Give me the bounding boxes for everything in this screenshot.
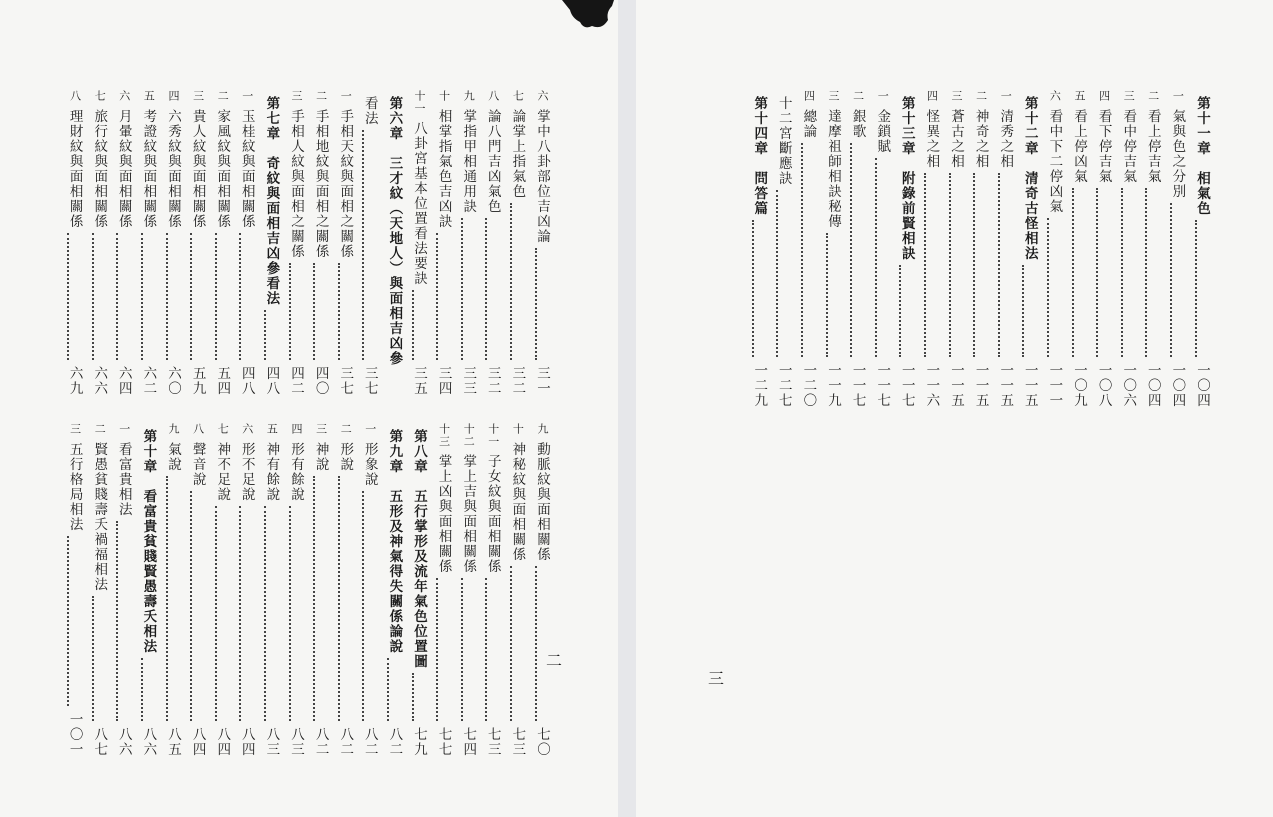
toc-entry (1134, 90, 1159, 408)
toc-page-number: 八六 (140, 727, 157, 757)
toc-leader-dots (485, 578, 487, 721)
toc-entry-title: 第十三章 附錄前賢相訣 (898, 96, 915, 261)
toc-page-number: 一一五 (947, 363, 964, 408)
toc-entry-title: 形象說 (361, 441, 378, 487)
toc-entry-number: 一 (117, 423, 131, 436)
toc-entry (1036, 90, 1061, 408)
toc-entry (81, 423, 106, 757)
toc-page-number: 六〇 (164, 366, 181, 396)
toc-entry-number: 五 (265, 423, 279, 436)
toc-entry-number: 三 (949, 90, 963, 103)
toc-entry-title: 第七章 奇紋與面相吉凶參看法 (263, 96, 280, 306)
toc-page-number: 七三 (484, 727, 501, 757)
toc-page-number: 五四 (214, 366, 231, 396)
toc-entry-number: 六 (535, 90, 549, 103)
toc-entry-title: 手相地紋與面相之關係 (312, 108, 329, 259)
toc-entry-number: 二 (974, 90, 988, 103)
toc-leader-dots (338, 263, 340, 361)
toc-entry-title: 掌上凶與面相關係 (435, 454, 452, 574)
toc-entry-number: 二 (851, 90, 865, 103)
toc-leader-dots (1195, 220, 1197, 357)
toc-leader-dots (264, 506, 266, 722)
toc-page-number: 八四 (189, 727, 206, 757)
toc-leader-dots (535, 248, 537, 361)
toc-entry-title: 神有餘說 (263, 441, 280, 502)
toc-entry-number: 四 (1097, 90, 1111, 103)
toc-chapter-heading (253, 90, 278, 396)
toc-page-number: 三七 (361, 366, 378, 396)
toc-leader-dots (776, 190, 778, 357)
toc-leader-dots (826, 233, 828, 358)
toc-entry-title: 論掌上指氣色 (509, 108, 526, 199)
toc-page-number: 三二 (484, 366, 501, 396)
toc-leader-dots (92, 233, 94, 361)
toc-entry-number: 一 (1171, 90, 1185, 103)
toc-page-number: 一一五 (1021, 363, 1038, 408)
toc-chapter-heading (400, 423, 425, 757)
toc-entry-title: 清秀之相 (997, 108, 1014, 169)
toc-leader-dots (412, 673, 414, 721)
toc-page-number: 七〇 (533, 727, 550, 757)
toc-page-number: 八三 (263, 727, 280, 757)
toc-entry (105, 90, 130, 396)
toc-entry (130, 90, 155, 396)
toc-entry-number: 四 (802, 90, 816, 103)
toc-entry (277, 90, 302, 396)
toc-entry-title: 神不足說 (214, 441, 231, 502)
toc-entry-title: 銀歌 (849, 108, 866, 139)
toc-leader-dots (1170, 203, 1172, 358)
toc-entry-title: 第十四章 問答篇 (751, 96, 768, 216)
toc-leader-dots (67, 233, 69, 361)
toc-page-number: 四二 (287, 366, 304, 396)
toc-entry (327, 90, 352, 396)
toc-entry (839, 90, 864, 408)
right-page (636, 0, 1273, 817)
toc-entry-title: 六秀紋與面相關係 (164, 108, 181, 229)
toc-leader-dots (899, 265, 901, 357)
toc-page-number: 一二〇 (800, 363, 817, 408)
toc-entry-number: 二 (1146, 90, 1160, 103)
toc-leader-dots (387, 658, 389, 721)
toc-entry-number: 一 (363, 423, 377, 436)
toc-leader-dots (116, 233, 118, 361)
toc-entry-number: 一 (339, 90, 353, 103)
toc-entry (523, 90, 548, 396)
toc-entry-title: 相掌指氣色吉凶訣 (435, 108, 452, 229)
toc-entry (105, 423, 130, 757)
toc-entry (204, 90, 229, 396)
toc-leader-dots (510, 203, 512, 361)
toc-entry-number: 八 (68, 90, 82, 103)
toc-page-number: 三二 (509, 366, 526, 396)
toc-leader-dots (412, 290, 414, 360)
toc-entry-number: 五 (142, 90, 156, 103)
toc-entry-title: 掌指甲相通用訣 (460, 108, 477, 214)
toc-leader-dots (436, 233, 438, 361)
toc-entry-title: 氣與色之分別 (1169, 108, 1186, 199)
toc-chapter-heading (888, 90, 913, 408)
toc-entry (913, 90, 938, 408)
toc-page-number: 一〇一 (66, 712, 83, 757)
toc-entry-title: 怪異之相 (923, 108, 940, 169)
toc-entry-number: 七 (511, 90, 525, 103)
toc-leader-dots (875, 158, 877, 358)
toc-page-number: 三四 (435, 366, 452, 396)
toc-entry (204, 423, 229, 757)
toc-entry (81, 90, 106, 396)
toc-leader-dots (924, 173, 926, 358)
toc-leader-dots (461, 218, 463, 361)
toc-entry-title: 蒼古之相 (947, 108, 964, 169)
toc-page-number: 一〇六 (1120, 363, 1137, 408)
toc-entry (450, 423, 475, 757)
toc-entry-number: 六 (1048, 90, 1062, 103)
toc-entry-title: 貴人紋與面相關係 (189, 108, 206, 229)
toc-page-number: 四八 (238, 366, 255, 396)
toc-page-number: 七四 (460, 727, 477, 757)
toc-entry-number: 二 (93, 423, 107, 436)
toc-chapter-heading (130, 423, 155, 757)
toc-entry (302, 423, 327, 757)
toc-entry-title: 第十二章 清奇古怪相法 (1021, 96, 1038, 261)
toc-entry-number: 七 (93, 90, 107, 103)
toc-entry-number: 四 (166, 90, 180, 103)
toc-entry-title: 子女紋與面相關係 (484, 454, 501, 574)
toc-leader-dots (67, 536, 69, 707)
toc-entry (523, 423, 548, 757)
toc-page-number: 一〇八 (1095, 363, 1112, 408)
toc-entry-title: 看上停凶氣 (1070, 108, 1087, 184)
toc-entry-title: 看中停吉氣 (1120, 108, 1137, 184)
toc-leader-dots (461, 578, 463, 721)
toc-entry-number: 十一 (486, 423, 500, 448)
toc-leader-dots (1072, 188, 1074, 358)
toc-entry-number: 八 (486, 90, 500, 103)
toc-page-number: 一〇四 (1193, 363, 1210, 408)
toc-entry-number: 一 (240, 90, 254, 103)
toc-entry-number: 九 (535, 423, 549, 436)
toc-chapter-heading (1183, 90, 1208, 408)
toc-entry-number: 三 (191, 90, 205, 103)
toc-entry (253, 423, 278, 757)
toc-leader-dots (141, 658, 143, 721)
toc-entry (179, 423, 204, 757)
toc-page-number: 七九 (410, 727, 427, 757)
toc-page-number: 八五 (164, 727, 181, 757)
toc-entry (351, 423, 376, 757)
toc-leader-dots (190, 491, 192, 722)
toc-entry-number: 六 (240, 423, 254, 436)
toc-leader-dots (436, 578, 438, 721)
page-folio-right: 三 (708, 669, 725, 688)
toc-leader-dots (264, 310, 266, 360)
toc-page-number: 八七 (91, 727, 108, 757)
toc-entry-title: 理財紋與面相關係 (66, 108, 83, 229)
toc-page-number: 六二 (140, 366, 157, 396)
toc-entry-title: 月暈紋與面相關係 (115, 108, 132, 229)
toc-entry-title: 金鎖賦 (874, 108, 891, 154)
toc-entry-title: 看法 (361, 96, 378, 126)
toc-entry-title: 神奇之相 (972, 108, 989, 169)
toc-entry-number: 一 (999, 90, 1013, 103)
toc-leader-dots (362, 491, 364, 722)
toc-page-number: 一一九 (824, 363, 841, 408)
toc-entry (302, 90, 327, 396)
toc-page-number: 三五 (410, 366, 427, 396)
toc-entry-number: 十二 (462, 423, 476, 448)
toc-entry-title: 總論 (800, 108, 817, 139)
toc-leader-dots (1121, 188, 1123, 358)
toc-leader-dots (313, 263, 315, 361)
toc-entry-number: 四 (925, 90, 939, 103)
toc-entry-number: 十 (437, 90, 451, 103)
toc-page-number: 三三 (460, 366, 477, 396)
toc-entry-title: 動脈紋與面相關係 (533, 441, 550, 562)
toc-chapter-heading (376, 423, 401, 757)
toc-entry-number: 二 (339, 423, 353, 436)
toc-entry-title: 形有餘說 (287, 441, 304, 502)
toc-leader-dots (289, 263, 291, 361)
toc-entry (790, 90, 815, 408)
toc-entry (765, 90, 790, 408)
toc-page-number: 七三 (509, 727, 526, 757)
toc-entry (425, 423, 450, 757)
page-folio-left: 二 (546, 651, 563, 670)
toc-entry-title: 考證紋與面相關係 (140, 108, 157, 229)
toc-page-number: 四〇 (312, 366, 329, 396)
toc-entry-number: 三 (68, 423, 82, 436)
toc-entry (154, 423, 179, 757)
toc-leader-dots (1096, 188, 1098, 358)
toc-entry-title: 旅行紋與面相關係 (91, 108, 108, 229)
toc-entry (400, 90, 425, 396)
toc-entry (474, 423, 499, 757)
toc-entry-title: 聲音說 (189, 441, 206, 487)
toc-entry-title: 掌上吉與面相關係 (460, 454, 477, 574)
toc-entry-number: 六 (117, 90, 131, 103)
toc-entry (327, 423, 352, 757)
toc-entry (228, 423, 253, 757)
toc-chapter-heading (376, 90, 401, 396)
toc-entry-number: 四 (289, 423, 303, 436)
toc-entry (814, 90, 839, 408)
toc-page-number: 八二 (386, 727, 403, 757)
toc-page-number: 八二 (361, 727, 378, 757)
toc-entry (937, 90, 962, 408)
toc-page-number: 七七 (435, 727, 452, 757)
toc-entry (499, 90, 524, 396)
toc-entry (1159, 90, 1184, 408)
toc-leader-dots (116, 521, 118, 722)
toc-entry-title: 手相人紋與面相之關係 (287, 108, 304, 259)
toc-page-number: 一一七 (849, 363, 866, 408)
toc-page-number: 一一一 (1046, 363, 1063, 408)
toc-page-number: 五九 (189, 366, 206, 396)
toc-entry (864, 90, 889, 408)
toc-entry-title: 神說 (312, 441, 329, 472)
toc-entry-number: 三 (826, 90, 840, 103)
toc-entry-title: 看富貴相法 (115, 441, 132, 517)
toc-entry-title: 十二宮斷應訣 (775, 96, 792, 186)
toc-page-number: 八二 (312, 727, 329, 757)
toc-entry (425, 90, 450, 396)
toc-entry-title: 看下停吉氣 (1095, 108, 1112, 184)
toc-entry (499, 423, 524, 757)
toc-entry-number: 十一 (412, 90, 426, 115)
toc-page-number: 八四 (214, 727, 231, 757)
toc-entry-title: 論八門吉凶氣色 (484, 108, 501, 214)
toc-entry (987, 90, 1012, 408)
toc-page-number: 六九 (66, 366, 83, 396)
toc-leader-dots (92, 596, 94, 722)
torn-corner-mark (562, 0, 614, 32)
toc-entry (1060, 90, 1085, 408)
toc-page-number: 六六 (91, 366, 108, 396)
toc-entry (1110, 90, 1135, 408)
toc-page-number: 一一五 (997, 363, 1014, 408)
toc-page-number: 一一五 (972, 363, 989, 408)
toc-leader-dots (1145, 188, 1147, 358)
toc-leader-dots (215, 506, 217, 722)
toc-entry (351, 90, 376, 396)
toc-leader-dots (239, 233, 241, 361)
toc-entry (1085, 90, 1110, 408)
toc-entry (179, 90, 204, 396)
toc-leader-dots (1047, 218, 1049, 358)
toc-entry (154, 90, 179, 396)
toc-entry-title: 氣說 (164, 441, 181, 472)
toc-leader-dots (485, 218, 487, 361)
toc-leader-dots (801, 143, 803, 358)
toc-leader-dots (166, 476, 168, 722)
toc-leader-dots (239, 506, 241, 722)
toc-entry-title: 看上停吉氣 (1144, 108, 1161, 184)
toc-page-number: 一〇九 (1070, 363, 1087, 408)
toc-page-number: 八六 (115, 727, 132, 757)
toc-leader-dots (973, 173, 975, 358)
toc-leader-dots (752, 220, 754, 357)
toc-page-number: 三一 (533, 366, 550, 396)
toc-leader-dots (313, 476, 315, 722)
toc-leader-dots (190, 233, 192, 361)
toc-entry-title: 玉桂紋與面相關係 (238, 108, 255, 229)
toc-page-number: 一一六 (923, 363, 940, 408)
toc-page-number: 一二七 (775, 363, 792, 408)
toc-leader-dots (998, 173, 1000, 358)
toc-entry-number: 七 (216, 423, 230, 436)
toc-leader-dots (166, 233, 168, 361)
toc-entry-number: 一 (876, 90, 890, 103)
toc-leader-dots (289, 506, 291, 722)
toc-page-number: 八四 (238, 727, 255, 757)
toc-page-number: 八二 (337, 727, 354, 757)
toc-entry-title: 家風紋與面相關係 (214, 108, 231, 229)
toc-entry (450, 90, 475, 396)
toc-entry-title: 形不足說 (238, 441, 255, 502)
left-page (0, 0, 618, 817)
toc-chapter-heading (741, 90, 766, 408)
toc-entry-number: 五 (1072, 90, 1086, 103)
toc-page-number: 八三 (287, 727, 304, 757)
toc-entry-number: 十 (511, 423, 525, 436)
toc-entry-number: 九 (462, 90, 476, 103)
toc-entry (228, 90, 253, 396)
toc-page-number: 一〇四 (1144, 363, 1161, 408)
toc-entry-number: 三 (314, 423, 328, 436)
toc-entry-title: 第十一章 相氣色 (1193, 96, 1210, 216)
toc-leader-dots (141, 233, 143, 361)
toc-entry-number: 三 (289, 90, 303, 103)
toc-entry (56, 423, 81, 757)
toc-entry-title: 看中下二停凶氣 (1046, 108, 1063, 214)
toc-entry-title: 手相天紋與面相之關係 (337, 108, 354, 259)
toc-entry (962, 90, 987, 408)
toc-entry-title: 第六章 三才紋（天地人）與面相吉凶參 (386, 96, 403, 366)
toc-page-number: 六四 (115, 366, 132, 396)
toc-entry-title: 第十章 看富貴貧賤賢愚壽夭相法 (140, 429, 157, 654)
toc-page-number: 一一七 (898, 363, 915, 408)
toc-entry-title: 神秘紋與面相關係 (509, 441, 526, 562)
toc-entry (474, 90, 499, 396)
toc-leader-dots (535, 566, 537, 722)
toc-leader-dots (850, 143, 852, 358)
toc-entry-number: 三 (1122, 90, 1136, 103)
toc-entry (56, 90, 81, 396)
toc-leader-dots (1022, 265, 1024, 357)
toc-entry-title: 第八章 五行掌形及流年氣色位置圖 (410, 429, 427, 669)
toc-entry-number: 二 (314, 90, 328, 103)
toc-entry-number: 九 (166, 423, 180, 436)
toc-leader-dots (362, 130, 364, 360)
book-gutter (618, 0, 636, 817)
toc-entry-title: 掌中八卦部位吉凶論 (533, 108, 550, 244)
toc-leader-dots (949, 173, 951, 358)
toc-entry-title: 第九章 五形及神氣得失關係論說 (386, 429, 403, 654)
toc-page-number: 四八 (263, 366, 280, 396)
toc-leader-dots (215, 233, 217, 361)
toc-chapter-heading (1011, 90, 1036, 408)
toc-entry (277, 423, 302, 757)
toc-leader-dots (510, 566, 512, 722)
toc-page-number: 一〇四 (1169, 363, 1186, 408)
toc-leader-dots (338, 476, 340, 722)
toc-entry-number: 八 (191, 423, 205, 436)
toc-entry-title: 八卦宮基本位置看法要訣 (410, 121, 427, 286)
toc-page-number: 三七 (337, 366, 354, 396)
toc-entry-number: 十三 (437, 423, 451, 448)
toc-entry-title: 形說 (337, 441, 354, 472)
toc-page-number: 一二九 (751, 363, 768, 408)
toc-page-number: 一一七 (874, 363, 891, 408)
toc-entry-title: 達摩祖師相訣秘傳 (824, 108, 841, 229)
toc-entry-title: 五行格局相法 (66, 441, 83, 532)
toc-entry-title: 賢愚貧賤壽夭禍福相法 (91, 441, 108, 592)
toc-entry-number: 二 (216, 90, 230, 103)
